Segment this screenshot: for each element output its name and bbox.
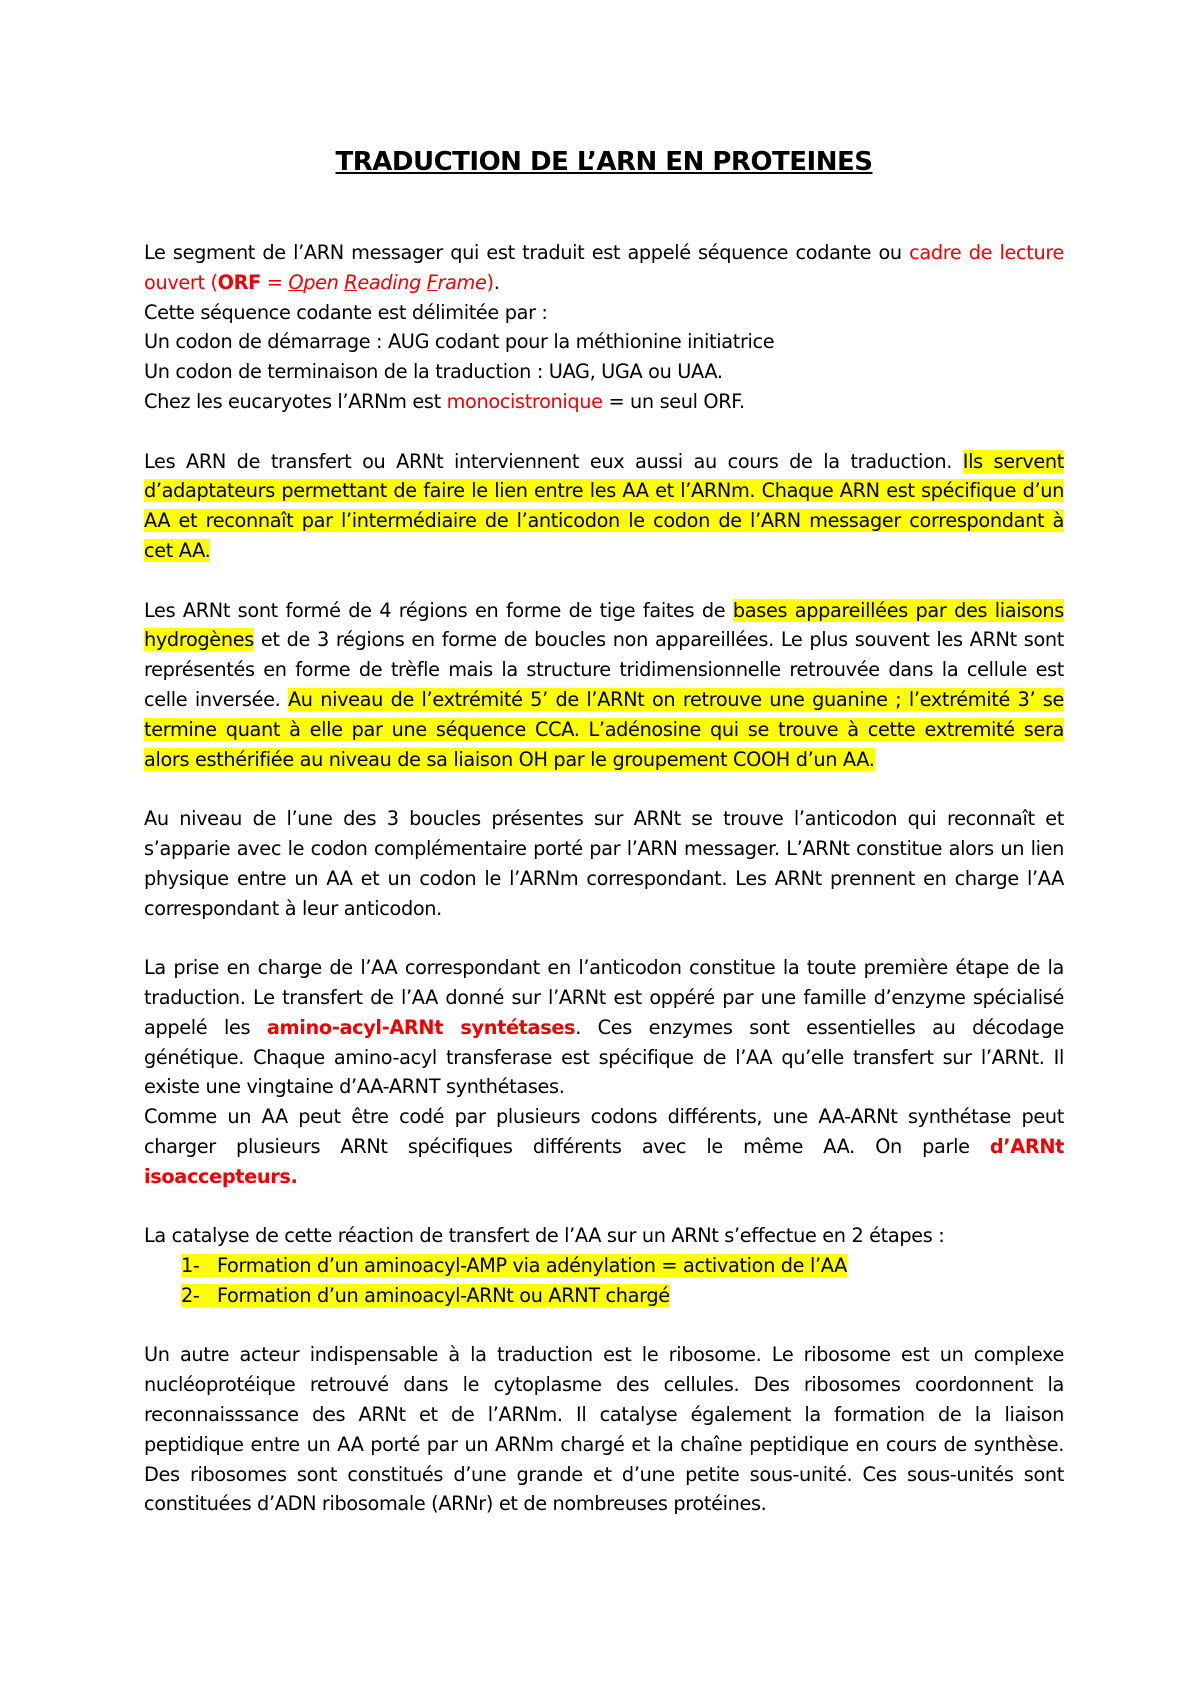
list-item bbox=[181, 1281, 1064, 1311]
orf-letter-f: F bbox=[426, 270, 438, 294]
orf-word-frame: rame bbox=[437, 270, 487, 294]
paragraph-isoacceptors bbox=[144, 1102, 1064, 1191]
line-delimitation: Cette séquence codante est délimitée par : bbox=[144, 300, 548, 324]
trna-adapter-highlight: Ils servent d’adaptateurs permettant de faire le lien entre les AA et l’ARNm. Chaque ARN est spécifique d’un AA et reconnaît par l’intermédiaire de l’anticodon le codon de l’ARN messager correspondant à cet AA. bbox=[144, 449, 1064, 562]
step-text: Formation d’un aminoacyl-ARNt ou ARNT chargé bbox=[217, 1283, 670, 1307]
orf-letter-r: R bbox=[344, 270, 358, 294]
paragraph-gap bbox=[144, 417, 1064, 447]
step-text: Formation d’un aminoacyl-AMP via adénylation = activation de l’AA bbox=[217, 1254, 847, 1278]
trna-intro-text: Les ARN de transfert ou ARNt interviennent eux aussi au cours de la traduction. bbox=[144, 449, 963, 473]
paragraph-gap bbox=[144, 774, 1064, 804]
list-item bbox=[181, 1251, 1064, 1281]
paragraph-trna-intro bbox=[144, 447, 1064, 566]
paragraph-catalysis: La catalyse de cette réaction de transfert de l’AA sur un ARNt s’effectue en 2 étapes : bbox=[144, 1224, 945, 1248]
orf-intro-text: Le segment de l’ARN messager qui est traduit est appelé séquence codante ou bbox=[144, 241, 910, 264]
synthetases-intro: La prise en charge de l’AA correspondant en l’anticodon constitue la toute première étape de la traduction. Le transfert de l’AA donné sur l’ARNt est oppéré par une famille d’enzyme spécialisé appelé les bbox=[144, 956, 1064, 1039]
step-highlight bbox=[181, 1284, 670, 1307]
isoacceptors-term: d’ARNt isoaccepteurs. bbox=[144, 1134, 1064, 1188]
paragraph-anticodon: Au niveau de l’une des 3 boucles présentes sur ARNt se trouve l’anticodon qui reconnaît et s’apparie avec le codon complémentaire porté par l’ARN messager. L’ARNt constitue alors un lien physique entre un AA et un codon le l’ARNm correspondant. Les ARNt prennent en charge l’AA correspondant à leur anticodon. bbox=[144, 807, 1064, 920]
trna-ends-highlight: Au niveau de l’extrémité 5’ de l’ARNt on retrouve une guanine ; l’extrémité 3’ se termine quant à elle par une séquence CCA. L’adénosine qui se trouve à cette extremité sera alors esthérifiée au niveau de sa liaison OH par le groupement COOH d’un AA. bbox=[144, 687, 1064, 771]
paragraph-gap bbox=[144, 1192, 1064, 1222]
catalysis-steps-list bbox=[144, 1251, 1064, 1311]
orf-expansion bbox=[288, 271, 486, 294]
orf-abbrev: ORF bbox=[217, 270, 261, 294]
paragraph-gap bbox=[144, 566, 1064, 596]
hydrogen-bonds-highlight: bases appareillées par des liaisons hydrogènes bbox=[144, 598, 1064, 652]
paragraph-ribosome: Un autre acteur indispensable à la traduction est le ribosome. Le ribosome est un complexe nucléoprotéique retrouvé dans le cytoplasme des cellules. Des ribosomes coordonnent la reconnaisssance des ARNt et de l’ARNm. Il catalyse également la formation de la liaison peptidique entre un AA porté par un ARNm chargé et la chaîne peptidique en cours de synthèse. Des ribosomes sont constitués d’une grande et d’une petite sous-unité. Ces sous-unités sont constituées d’ADN ribosomale (ARNr) et de nombreuses protéines. bbox=[144, 1343, 1064, 1516]
orf-close-paren: ) bbox=[486, 270, 494, 294]
line-start-codon: Un codon de démarrage : AUG codant pour la méthionine initiatrice bbox=[144, 330, 775, 354]
paragraph-synthetases bbox=[144, 953, 1064, 1102]
paragraph-orf bbox=[144, 238, 1064, 298]
step-highlight bbox=[181, 1254, 847, 1277]
orf-equals: = bbox=[261, 270, 289, 294]
paragraph-trna-structure bbox=[144, 596, 1064, 775]
step-number: 1- bbox=[181, 1254, 200, 1278]
monocistronic-end: = un seul ORF. bbox=[602, 389, 745, 413]
monocistronic-term: monocistronique bbox=[446, 389, 603, 413]
page-title: TRADUCTION DE L’ARN EN PROTEINES bbox=[335, 147, 873, 177]
line-stop-codon: Un codon de terminaison de la traduction : UAG, UGA ou UAA. bbox=[144, 360, 723, 384]
line-monocistronic bbox=[144, 387, 1064, 417]
synthetases-term: amino-acyl-ARNt syntétases bbox=[266, 1015, 576, 1039]
isoacceptors-intro: Comme un AA peut être codé par plusieurs codons différents, une AA-ARNt synthétase peut charger plusieurs ARNt spécifiques différents avec le même AA. On parle bbox=[144, 1105, 1064, 1158]
orf-word-open: pen bbox=[303, 270, 345, 294]
trna-loops-text: et de 3 régions en forme de boucles non appareillées. Le plus souvent les ARNt sont représentés en forme de trèfle mais la structure tridimensionnelle retrouvée dans la cellule est celle inversée. bbox=[144, 628, 1064, 711]
trna-structure-text: Les ARNt sont formé de 4 régions en forme de tige faites de bbox=[144, 598, 733, 622]
orf-word-reading: eading bbox=[357, 270, 427, 294]
orf-term-text: cadre de lecture ouvert ( bbox=[144, 241, 1064, 294]
paragraph-gap bbox=[144, 1311, 1064, 1341]
paragraph-gap bbox=[144, 923, 1064, 953]
orf-letter-o: O bbox=[288, 270, 304, 294]
monocistronic-intro: Chez les eucaryotes l’ARNm est bbox=[144, 389, 447, 413]
step-number: 2- bbox=[181, 1283, 200, 1307]
synthetases-rest: . Ces enzymes sont essentielles au décodage génétique. Chaque amino-acyl transferase est spécifique de l’AA qu’elle transfert sur l’ARNt. Il existe une vingtaine d’AA-ARNT synthétases. bbox=[144, 1015, 1064, 1099]
orf-period: . bbox=[493, 270, 500, 294]
